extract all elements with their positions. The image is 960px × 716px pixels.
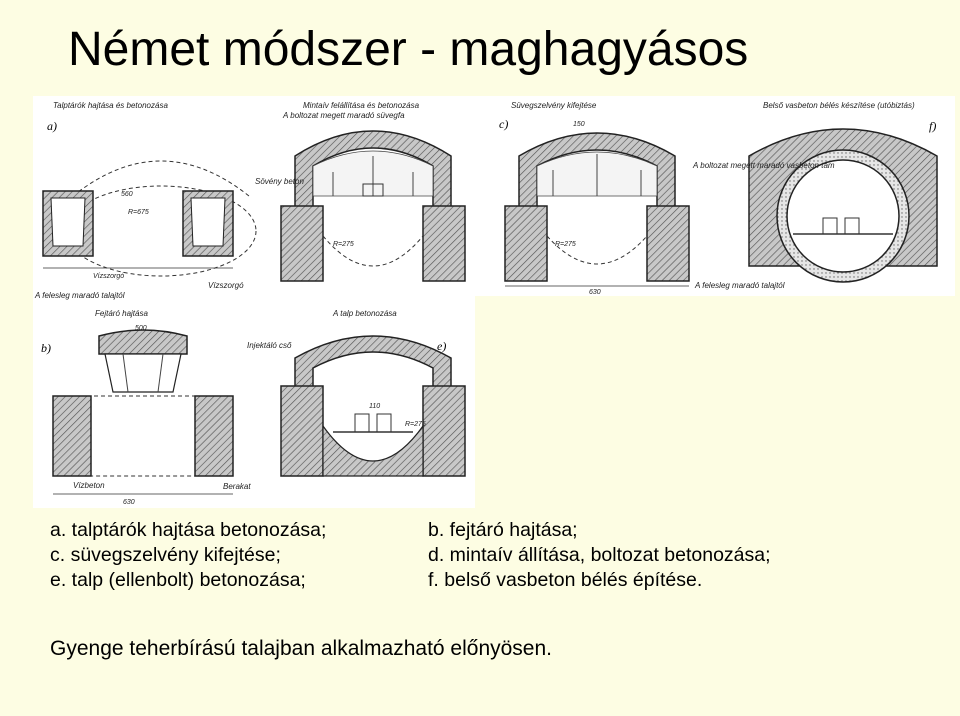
panel-d-note-timber: A boltozat megett maradó süvegfa [283,111,405,120]
caption-c: c. süvegszelvény kifejtése; [50,544,281,566]
panel-f-letter: f) [929,119,937,133]
panel-e-note-110: 110 [369,403,381,410]
panel-a-letter: a) [47,119,57,133]
caption-f: f. belső vasbeton bélés építése. [428,569,703,591]
panel-e-letter: e) [437,339,447,353]
panel-f-caption: Belső vasbeton bélés készítése (utóbiztás) [763,101,915,110]
panel-c-caption: Süvegszelvény kifejtése [511,101,597,110]
caption-e: e. talp (ellenbolt) betonozása; [50,569,306,591]
panel-b-note-500: 500 [135,325,147,332]
panel-e-caption: A talp betonozása [333,309,397,318]
bottom-note: Gyenge teherbírású talajban alkalmazható előnyösen. [50,637,552,660]
panel-e-note-pipe: Injektáló cső [247,341,292,350]
caption-a: a. talptárók hajtása betonozása; [50,519,327,541]
slide-title: Német módszer - maghagyásos [68,23,749,76]
panel-a-caption: Talptárók hajtása és betonozása [53,101,168,110]
tunnel-method-diagram [33,96,955,508]
panel-b-letter: b) [41,341,51,355]
panel-a-note-560: 560 [121,191,133,198]
panel-d-note-concrete: Sövény beton [255,177,304,186]
panel-a-note-650: Vízszorgó [93,273,125,280]
panel-a-note-soil: A felesleg maradó talajtól [35,291,125,300]
panel-e-note-radius: R=275 [405,421,426,428]
panel-d-caption: Mintaív felállítása és betonozása [303,101,420,110]
panel-b-note-insert: Berakat [223,482,251,491]
panel-a-note-water: Vízszorgó [208,281,244,290]
panel-a-note-radius: R=675 [128,209,149,216]
caption-d: d. mintaív állítása, boltozat betonozása; [428,544,771,566]
panel-b-note-water: Vízbeton [73,481,105,490]
panel-f-note-support: A boltozat megett maradó vasbeton tám [693,161,835,170]
panel-c-note-630: 630 [589,289,601,296]
panel-c-letter: c) [499,117,509,131]
panel-b-caption: Fejtáró hajtása [95,309,148,318]
panel-c-note-radius: R=275 [555,241,576,248]
caption-b: b. fejtáró hajtása; [428,519,578,541]
panel-c-note-150: 150 [573,121,585,128]
panel-d-note-radius: R=275 [333,241,354,248]
panel-b-note-630: 630 [123,499,135,506]
panel-f-note-soil: A felesleg maradó talajtól [695,281,785,290]
